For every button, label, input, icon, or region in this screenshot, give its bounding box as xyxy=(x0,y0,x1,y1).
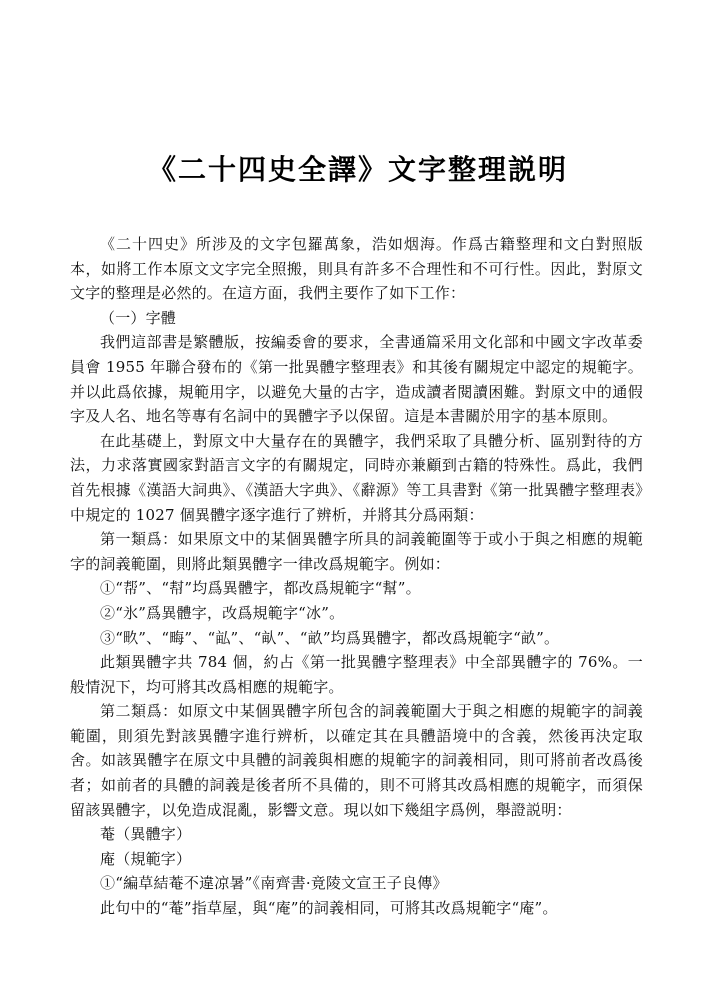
body-paragraph: 此類異體字共 784 個，約占《第一批異體字整理表》中全部異體字的 76%。一般情況下，均可將其改爲相應的規範字。 xyxy=(70,653,643,696)
example-item: ①“帮”、“幇”均爲異體字，都改爲規範字“幫”。 xyxy=(100,579,421,598)
example-item: ③“畂”、“畮”、“畆”、“畒”、“畝”均爲異體字，都改爲規範字“畝”。 xyxy=(100,628,560,647)
category-two-paragraph: 第二類爲：如原文中某個異體字所包含的詞義範圍大于與之相應的規範字的詞義範圍，則須先對該異體字進行辨析，以確定其在具體語境中的含義，然後再決定取舍。如該異體字在原文中具體的詞義與相應的規範字的詞義相同，則可將前者改爲後者；如前者的具體的詞義是後者所不具備的，則不可將其改爲相應的規範字，而須保留該異體字，以免造成混亂，影響文意。現以如下幾組字爲例，舉證説明： xyxy=(70,702,643,819)
body-paragraph: 在此基礎上，對原文中大量存在的異體字，我們采取了具體分析、區别對待的方法，力求落實國家對語言文字的有關規定，同時亦兼顧到古籍的特殊性。爲此，我們首先根據《漢語大詞典》、《漢語大字典》、《辭源》等工具書對《第一批異體字整理表》中規定的 1027 個異體字逐字進行了辨析，并將其分爲兩類： xyxy=(70,431,643,524)
category-one-paragraph: 第一類爲：如果原文中的某個異體字所具的詞義範圍等于或小于與之相應的規範字的詞義範圍，則將此類異體字一律改爲規範字。例如： xyxy=(70,530,643,573)
example-quote: ①“編草結菴不違凉暑”《南齊書·竟陵文宣王子良傳》 xyxy=(100,874,448,893)
section-heading: （一）字體 xyxy=(100,308,177,327)
intro-paragraph: 《二十四史》所涉及的文字包羅萬象，浩如烟海。作爲古籍整理和文白對照版本，如將工作本原文文字完全照搬，則具有許多不合理性和不可行性。因此，對原文文字的整理是必然的。在這方面，我們主要作了如下工作： xyxy=(70,235,643,303)
standard-char-label: 庵（規範字） xyxy=(100,849,192,868)
page-title: 《二十四史全譯》文字整理説明 xyxy=(147,153,568,186)
body-paragraph: 我們這部書是繁體版，按編委會的要求，全書通篇采用文化部和中國文字改革委員會 1955 年聯合發布的《第一批異體字整理表》和其後有關規定中認定的規範字。并以此爲依據，規範用字，以避免大量的古字，造成讀者閱讀困難。對原文中的通假字及人名、地名等專有名詞中的異體字予以保留。這是本書關於用字的基本原則。 xyxy=(70,333,643,426)
document-body xyxy=(70,232,643,921)
example-item: ②“氷”爲異體字，改爲規範字“冰”。 xyxy=(100,603,345,622)
variant-char-label: 菴（異體字） xyxy=(100,825,192,844)
body-paragraph: 此句中的“菴”指草屋，與“庵”的詞義相同，可將其改爲規範字“庵”。 xyxy=(100,899,558,918)
